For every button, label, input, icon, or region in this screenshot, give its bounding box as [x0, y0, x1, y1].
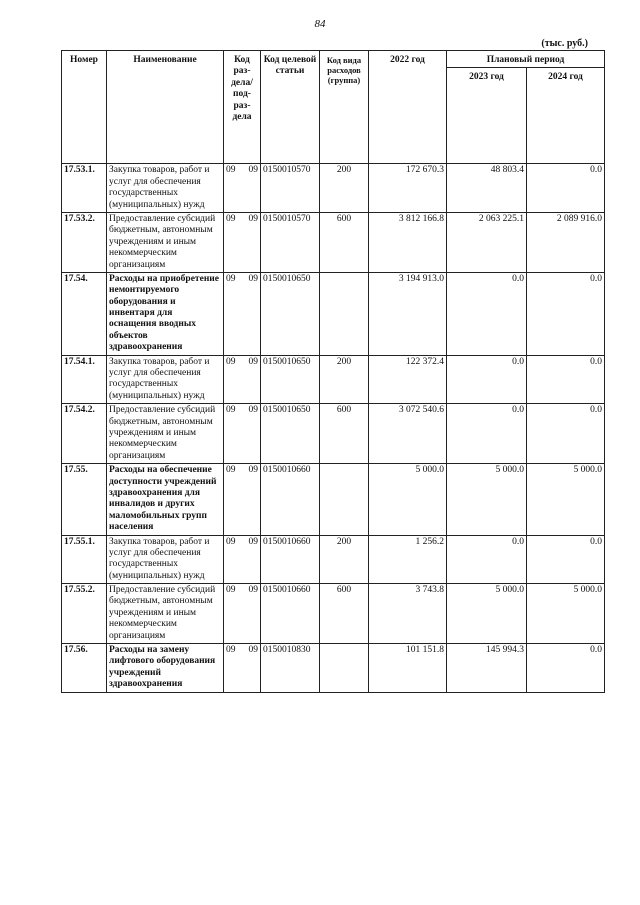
- row-number: 17.55.: [62, 464, 107, 535]
- row-name: Закупка товаров, работ и услуг для обеспечения государственных (муниципальных) нужд: [107, 355, 224, 404]
- header-name: Наименование: [107, 51, 224, 164]
- row-number: 17.55.2.: [62, 584, 107, 644]
- row-value-2023: 5 000.0: [447, 464, 527, 535]
- row-podrazdel-code: 09: [248, 273, 258, 284]
- table-row: [62, 272, 605, 355]
- row-value-2024: 2 089 916.0: [527, 212, 605, 272]
- row-value-2023: 5 000.0: [447, 584, 527, 644]
- table-row: [62, 535, 605, 584]
- units-label: (тыс. руб.): [541, 38, 588, 49]
- row-razdel: [224, 355, 261, 404]
- row-value-2022: 101 151.8: [369, 644, 447, 693]
- row-kvr: 600: [320, 584, 369, 644]
- row-podrazdel-code: 09: [248, 585, 258, 596]
- row-razdel: [224, 644, 261, 693]
- row-razdel-code: 09: [226, 536, 236, 547]
- row-number: 17.53.2.: [62, 212, 107, 272]
- row-kcs: 0150010570: [261, 164, 320, 213]
- row-razdel: [224, 164, 261, 213]
- row-value-2024: 0.0: [527, 272, 605, 355]
- row-number: 17.56.: [62, 644, 107, 693]
- row-podrazdel-code: 09: [248, 536, 258, 547]
- header-number: Номер: [62, 51, 107, 164]
- row-value-2024: 0.0: [527, 164, 605, 213]
- row-podrazdel-code: 09: [248, 356, 258, 367]
- row-value-2023: 2 063 225.1: [447, 212, 527, 272]
- table-row: [62, 464, 605, 535]
- row-kvr: 200: [320, 535, 369, 584]
- row-kcs: 0150010660: [261, 584, 320, 644]
- budget-table: [61, 50, 605, 693]
- row-value-2022: 3 812 166.8: [369, 212, 447, 272]
- row-podrazdel-code: 09: [248, 465, 258, 476]
- row-razdel-code: 09: [226, 273, 236, 284]
- row-name: Закупка товаров, работ и услуг для обеспечения государственных (муниципальных) нужд: [107, 535, 224, 584]
- row-kcs: 0150010660: [261, 464, 320, 535]
- row-name: Предоставление субсидий бюджетным, автономным учреждениям и иным некоммерческим организациям: [107, 584, 224, 644]
- header-plan-period: Плановый период: [447, 51, 605, 68]
- row-razdel: [224, 404, 261, 464]
- row-kvr: 200: [320, 355, 369, 404]
- row-kcs: 0150010570: [261, 212, 320, 272]
- row-kvr: [320, 644, 369, 693]
- row-name: Расходы на приобретение немонтируемого оборудования и инвентаря для оснащения вводных объектов здравоохранения: [107, 272, 224, 355]
- row-number: 17.54.1.: [62, 355, 107, 404]
- row-value-2024: 0.0: [527, 644, 605, 693]
- row-kcs: 0150010830: [261, 644, 320, 693]
- row-razdel: [224, 464, 261, 535]
- row-name: Закупка товаров, работ и услуг для обеспечения государственных (муниципальных) нужд: [107, 164, 224, 213]
- header-kcs: Код целевой статьи: [261, 51, 320, 164]
- row-name: Расходы на обеспечение доступности учреждений здравоохранения для инвалидов и других маломобильных групп населения: [107, 464, 224, 535]
- table-row: [62, 212, 605, 272]
- row-number: 17.54.: [62, 272, 107, 355]
- row-value-2024: 0.0: [527, 535, 605, 584]
- header-2023: 2023 год: [447, 68, 527, 164]
- row-kcs: 0150010660: [261, 535, 320, 584]
- row-razdel-code: 09: [226, 405, 236, 416]
- header-2024: 2024 год: [527, 68, 605, 164]
- row-razdel-code: 09: [226, 213, 236, 224]
- row-name: Предоставление субсидий бюджетным, автономным учреждениям и иным некоммерческим организациям: [107, 212, 224, 272]
- row-number: 17.53.1.: [62, 164, 107, 213]
- row-kcs: 0150010650: [261, 355, 320, 404]
- row-podrazdel-code: 09: [248, 405, 258, 416]
- row-value-2022: 172 670.3: [369, 164, 447, 213]
- row-name: Предоставление субсидий бюджетным, автономным учреждениям и иным некоммерческим организациям: [107, 404, 224, 464]
- header-2022: 2022 год: [369, 51, 447, 164]
- table-row: [62, 355, 605, 404]
- row-kvr: 600: [320, 404, 369, 464]
- row-value-2022: 122 372.4: [369, 355, 447, 404]
- row-value-2023: 48 803.4: [447, 164, 527, 213]
- row-value-2023: 0.0: [447, 272, 527, 355]
- row-kcs: 0150010650: [261, 272, 320, 355]
- row-razdel: [224, 584, 261, 644]
- row-number: 17.54.2.: [62, 404, 107, 464]
- row-value-2022: 3 072 540.6: [369, 404, 447, 464]
- row-value-2023: 145 994.3: [447, 644, 527, 693]
- row-value-2022: 1 256.2: [369, 535, 447, 584]
- page-number: 84: [314, 18, 326, 30]
- row-value-2024: 5 000.0: [527, 584, 605, 644]
- row-kvr: 200: [320, 164, 369, 213]
- row-razdel: [224, 212, 261, 272]
- row-razdel-code: 09: [226, 645, 236, 656]
- row-value-2023: 0.0: [447, 535, 527, 584]
- row-podrazdel-code: 09: [248, 165, 258, 176]
- row-podrazdel-code: 09: [248, 213, 258, 224]
- row-value-2022: 3 194 913.0: [369, 272, 447, 355]
- table-row: [62, 404, 605, 464]
- row-kvr: [320, 272, 369, 355]
- row-value-2024: 0.0: [527, 404, 605, 464]
- row-razdel: [224, 272, 261, 355]
- row-number: 17.55.1.: [62, 535, 107, 584]
- row-razdel-code: 09: [226, 465, 236, 476]
- header-kvr: Код вида расходов (группа): [320, 51, 369, 164]
- row-kvr: [320, 464, 369, 535]
- row-razdel-code: 09: [226, 165, 236, 176]
- row-value-2022: 5 000.0: [369, 464, 447, 535]
- row-value-2024: 5 000.0: [527, 464, 605, 535]
- table-row: [62, 164, 605, 213]
- row-value-2023: 0.0: [447, 355, 527, 404]
- row-razdel: [224, 535, 261, 584]
- row-razdel-code: 09: [226, 585, 236, 596]
- table-row: [62, 584, 605, 644]
- header-razdel: Код раз-дела/ под-раз-дела: [224, 51, 261, 164]
- row-value-2022: 3 743.8: [369, 584, 447, 644]
- row-value-2024: 0.0: [527, 355, 605, 404]
- row-podrazdel-code: 09: [248, 645, 258, 656]
- row-kcs: 0150010650: [261, 404, 320, 464]
- table-body: [62, 164, 605, 692]
- row-name: Расходы на замену лифтового оборудования учреждений здравоохранения: [107, 644, 224, 693]
- row-value-2023: 0.0: [447, 404, 527, 464]
- table-row: [62, 644, 605, 693]
- row-kvr: 600: [320, 212, 369, 272]
- row-razdel-code: 09: [226, 356, 236, 367]
